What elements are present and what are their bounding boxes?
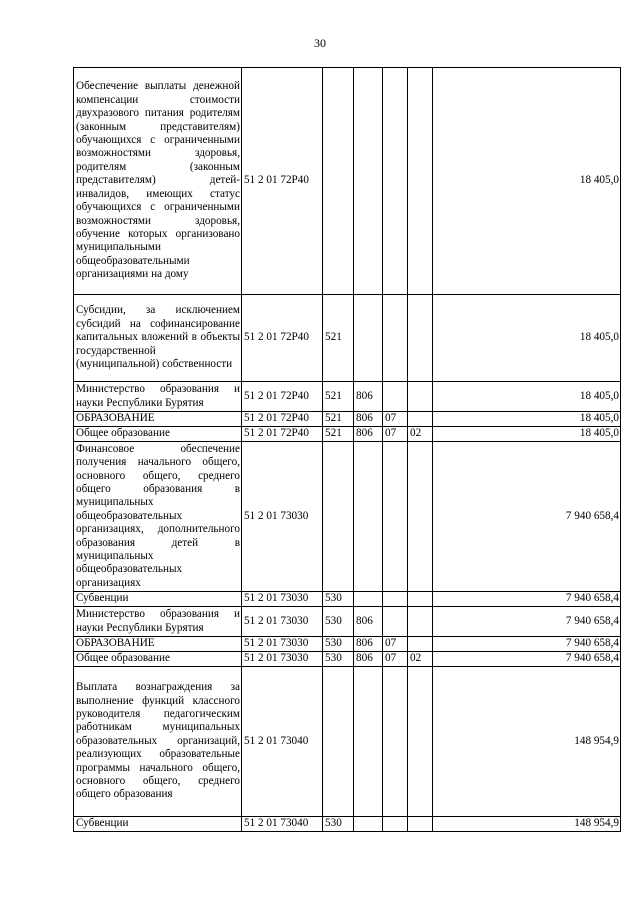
expense-type-cell <box>323 442 354 592</box>
expense-type-cell: 530 <box>323 817 354 832</box>
amount-cell: 18 405,0 <box>433 427 621 442</box>
section-cell: 07 <box>383 427 408 442</box>
amount-cell: 7 940 658,4 <box>433 592 621 607</box>
amount-cell: 7 940 658,4 <box>433 637 621 652</box>
section-cell <box>383 592 408 607</box>
expense-type-cell: 521 <box>323 412 354 427</box>
row-name-cell: Субвенции <box>74 592 242 607</box>
amount-cell: 148 954,9 <box>433 667 621 817</box>
section-cell: 07 <box>383 652 408 667</box>
subsection-cell <box>408 442 433 592</box>
ministry-code-cell <box>354 442 383 592</box>
table-row <box>74 652 621 667</box>
table-row <box>74 592 621 607</box>
amount-cell: 7 940 658,4 <box>433 607 621 637</box>
section-cell <box>383 607 408 637</box>
row-name-cell: Обеспечение выплаты денежной компенсации стоимости двухразового питания родителям (законным представителям) обучающихся с ограниченными возможностями здоровья, родителям (законным представителям) детей-инвалидов, имеющих статус обучающихся с ограниченными возможностями здоровья, обучение которых организовано муниципальными общеобразовательными организациями на дому <box>74 68 242 295</box>
expense-type-cell: 521 <box>323 427 354 442</box>
budget-table <box>73 67 621 832</box>
row-name-cell: Общее образование <box>74 652 242 667</box>
table-row <box>74 412 621 427</box>
ministry-code-cell: 806 <box>354 607 383 637</box>
table-row <box>74 427 621 442</box>
section-cell: 07 <box>383 412 408 427</box>
table-row <box>74 607 621 637</box>
amount-cell: 18 405,0 <box>433 412 621 427</box>
row-name-cell: ОБРАЗОВАНИЕ <box>74 637 242 652</box>
subsection-cell: 02 <box>408 652 433 667</box>
amount-cell: 18 405,0 <box>433 295 621 382</box>
ministry-code-cell <box>354 667 383 817</box>
expense-type-cell: 530 <box>323 637 354 652</box>
ministry-code-cell: 806 <box>354 652 383 667</box>
amount-cell: 18 405,0 <box>433 382 621 412</box>
expense-type-cell: 521 <box>323 382 354 412</box>
ministry-code-cell: 806 <box>354 412 383 427</box>
table-row <box>74 68 621 295</box>
table-row <box>74 817 621 832</box>
ministry-code-cell <box>354 817 383 832</box>
subsection-cell <box>408 637 433 652</box>
section-cell <box>383 68 408 295</box>
row-name-cell: Министерство образования и науки Республики Бурятия <box>74 607 242 637</box>
section-cell <box>383 667 408 817</box>
ministry-code-cell: 806 <box>354 382 383 412</box>
target-code-cell: 51 2 01 72Р40 <box>242 427 323 442</box>
target-code-cell: 51 2 01 72Р40 <box>242 68 323 295</box>
expense-type-cell: 530 <box>323 652 354 667</box>
amount-cell: 7 940 658,4 <box>433 652 621 667</box>
page-number: 30 <box>314 36 326 50</box>
row-name-cell: Субвенции <box>74 817 242 832</box>
target-code-cell: 51 2 01 72Р40 <box>242 412 323 427</box>
expense-type-cell: 530 <box>323 592 354 607</box>
subsection-cell: 02 <box>408 427 433 442</box>
amount-cell: 7 940 658,4 <box>433 442 621 592</box>
table-row <box>74 295 621 382</box>
section-cell <box>383 817 408 832</box>
expense-type-cell: 521 <box>323 295 354 382</box>
section-cell <box>383 442 408 592</box>
target-code-cell: 51 2 01 73030 <box>242 607 323 637</box>
subsection-cell <box>408 382 433 412</box>
subsection-cell <box>408 412 433 427</box>
ministry-code-cell: 806 <box>354 427 383 442</box>
row-name-cell: Субсидии, за исключением субсидий на софинансирование капитальных вложений в объекты государственной (муниципальной) собственности <box>74 295 242 382</box>
expense-type-cell <box>323 667 354 817</box>
expense-type-cell: 530 <box>323 607 354 637</box>
ministry-code-cell: 806 <box>354 637 383 652</box>
amount-cell: 148 954,9 <box>433 817 621 832</box>
table-row <box>74 637 621 652</box>
ministry-code-cell <box>354 592 383 607</box>
subsection-cell <box>408 667 433 817</box>
section-cell <box>383 295 408 382</box>
table-row <box>74 667 621 817</box>
expense-type-cell <box>323 68 354 295</box>
row-name-cell: Выплата вознаграждения за выполнение функций классного руководителя педагогическим работникам муниципальных образовательных организаций, реализующих образовательные программы начального общего, основного общего, среднего общего образования <box>74 667 242 817</box>
target-code-cell: 51 2 01 73040 <box>242 667 323 817</box>
target-code-cell: 51 2 01 73040 <box>242 817 323 832</box>
table-row <box>74 442 621 592</box>
subsection-cell <box>408 68 433 295</box>
subsection-cell <box>408 592 433 607</box>
target-code-cell: 51 2 01 72Р40 <box>242 382 323 412</box>
target-code-cell: 51 2 01 73030 <box>242 442 323 592</box>
target-code-cell: 51 2 01 72Р40 <box>242 295 323 382</box>
subsection-cell <box>408 607 433 637</box>
target-code-cell: 51 2 01 73030 <box>242 637 323 652</box>
amount-cell: 18 405,0 <box>433 68 621 295</box>
section-cell: 07 <box>383 637 408 652</box>
subsection-cell <box>408 295 433 382</box>
section-cell <box>383 382 408 412</box>
table-row <box>74 382 621 412</box>
target-code-cell: 51 2 01 73030 <box>242 592 323 607</box>
ministry-code-cell <box>354 68 383 295</box>
row-name-cell: Министерство образования и науки Республики Бурятия <box>74 382 242 412</box>
row-name-cell: ОБРАЗОВАНИЕ <box>74 412 242 427</box>
row-name-cell: Общее образование <box>74 427 242 442</box>
target-code-cell: 51 2 01 73030 <box>242 652 323 667</box>
row-name-cell: Финансовое обеспечение получения начального общего, основного общего, среднего общего образования в муниципальных общеобразовательных организациях, дополнительного образования детей в муниципальных общеобразовательных организациях <box>74 442 242 592</box>
subsection-cell <box>408 817 433 832</box>
ministry-code-cell <box>354 295 383 382</box>
